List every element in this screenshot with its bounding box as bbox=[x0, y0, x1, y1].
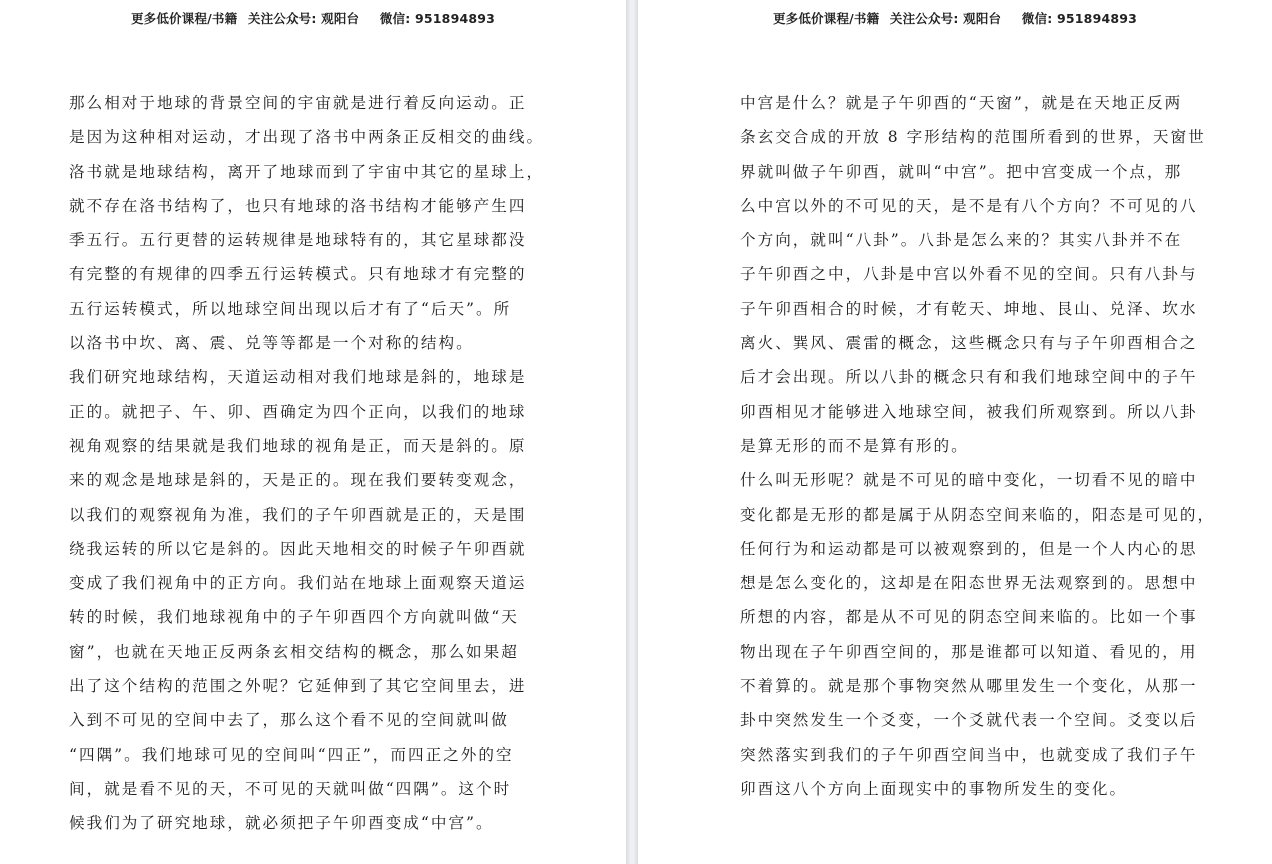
text-line: 就不存在洛书结构了，也只有地球的洛书结构才能够产生四 bbox=[69, 196, 527, 215]
text-line: 窗”，也就在天地正反两条玄相交结构的概念，那么如果超 bbox=[69, 642, 519, 661]
text-line: 来的观念是地球是斜的，天是正的。现在我们要转变观念， bbox=[69, 471, 527, 490]
header-account: 观阳台 bbox=[321, 11, 360, 26]
text-line: 什么叫无形呢？就是不可见的暗中变化，一切看不见的暗中 bbox=[740, 471, 1198, 490]
header-promo: 更多低价课程/书籍 bbox=[130, 11, 238, 26]
text-line: “四隅”。我们地球可见的空间叫“四正”，而四正之外的空 bbox=[69, 745, 514, 764]
page-header bbox=[0, 9, 626, 27]
text-line: 条玄交合成的开放 8 字形结构的范围所看到的世界，天窗世 bbox=[740, 128, 1206, 147]
text-line: 不着算的。就是那个事物突然从哪里发生一个变化，从那一 bbox=[740, 677, 1198, 696]
text-line: 中宫是什么？就是子午卯酉的“天窗”，就是在天地正反两 bbox=[740, 94, 1183, 112]
text-line: 以洛书中坎、离、震、兑等等都是一个对称的结构。 bbox=[69, 334, 474, 353]
text-line: 想是怎么变化的，这却是在阳态世界无法观察到的。思想中 bbox=[740, 574, 1198, 593]
page-text bbox=[69, 86, 545, 841]
page-left bbox=[0, 0, 626, 864]
text-line: 变化都是无形的都是属于从阴态空间来临的，阳态是可见的， bbox=[740, 505, 1216, 524]
text-line: 所想的内容，都是从不可见的阴态空间来临的。比如一个事 bbox=[740, 608, 1198, 627]
text-line: 是因为这种相对运动，才出现了洛书中两条正反相交的曲线。 bbox=[69, 128, 545, 147]
header-promo: 更多低价课程/书籍 bbox=[772, 11, 880, 26]
text-line: 五行运转模式，所以地球空间出现以后才有了“后天”。所 bbox=[69, 299, 512, 318]
text-line: 卦中突然发生一个爻变，一个爻就代表一个空间。爻变以后 bbox=[740, 711, 1198, 730]
text-line: 视角观察的结果就是我们地球的视角是正，而天是斜的。原 bbox=[69, 436, 527, 455]
text-line: 卯酉相见才能够进入地球空间，被我们所观察到。所以八卦 bbox=[740, 402, 1198, 421]
text-line: 候我们为了研究地球，就必须把子午卯酉变成“中宫”。 bbox=[69, 814, 494, 833]
text-line: 子午卯酉之中，八卦是中宫以外看不见的空间。只有八卦与 bbox=[740, 265, 1198, 284]
text-line: 离火、巽风、震雷的概念，这些概念只有与子午卯酉相合之 bbox=[740, 334, 1198, 353]
header-wechat-id: 951894893 bbox=[1056, 11, 1138, 26]
text-line: 卯酉这八个方向上面现实中的事物所发生的变化。 bbox=[740, 779, 1128, 798]
text-line: 任何行为和运动都是可以被观察到的，但是一个人内心的思 bbox=[740, 539, 1198, 558]
text-line: 变成了我们视角中的正方向。我们站在地球上面观察天道运 bbox=[69, 574, 527, 593]
text-line: 间，就是看不见的天，不可见的天就叫做“四隅”。这个时 bbox=[69, 779, 512, 798]
header-wechat-label: 微信: bbox=[1021, 11, 1053, 26]
text-line: 正的。就把子、午、卯、酉确定为四个正向，以我们的地球 bbox=[69, 402, 527, 421]
text-line: 有完整的有规律的四季五行运转模式。只有地球才有完整的 bbox=[69, 265, 527, 284]
text-line: 子午卯酉相合的时候，才有乾天、坤地、艮山、兑泽、坎水 bbox=[740, 299, 1198, 318]
text-line: 物出现在子午卯酉空间的，那是谁都可以知道、看见的，用 bbox=[740, 642, 1198, 661]
text-line: 出了这个结构的范围之外呢？它延伸到了其它空间里去，进 bbox=[69, 677, 527, 696]
page-right bbox=[638, 0, 1272, 864]
text-line: 我们研究地球结构，天道运动相对我们地球是斜的，地球是 bbox=[69, 368, 527, 387]
text-line: 突然落实到我们的子午卯酉空间当中，也就变成了我们子午 bbox=[740, 745, 1198, 764]
text-line: 那么相对于地球的背景空间的宇宙就是进行着反向运动。正 bbox=[69, 94, 527, 112]
text-line: 转的时候，我们地球视角中的子午卯酉四个方向就叫做“天 bbox=[69, 608, 519, 627]
text-line: 入到不可见的空间中去了，那么这个看不见的空间就叫做 bbox=[69, 711, 509, 730]
header-wechat-id: 951894893 bbox=[414, 11, 496, 26]
header-follow-label: 关注公众号: bbox=[247, 11, 317, 26]
text-line: 绕我运转的所以它是斜的。因此天地相交的时候子午卯酉就 bbox=[69, 539, 527, 558]
page-divider bbox=[626, 0, 638, 864]
text-line: 么中宫以外的不可见的天，是不是有八个方向？不可见的八 bbox=[740, 196, 1198, 215]
text-line: 是算无形的而不是算有形的。 bbox=[740, 436, 969, 455]
text-line: 季五行。五行更替的运转规律是地球特有的，其它星球都没 bbox=[69, 231, 527, 250]
text-line: 洛书就是地球结构，离开了地球而到了宇宙中其它的星球上， bbox=[69, 162, 545, 181]
text-line: 个方向，就叫“八卦”。八卦是怎么来的？其实八卦并不在 bbox=[740, 231, 1183, 250]
header-account: 观阳台 bbox=[963, 11, 1002, 26]
text-line: 后才会出现。所以八卦的概念只有和我们地球空间中的子午 bbox=[740, 368, 1198, 387]
page-text bbox=[740, 86, 1216, 806]
header-wechat-label: 微信: bbox=[379, 11, 411, 26]
page-header bbox=[638, 9, 1272, 27]
text-line: 界就叫做子午卯酉，就叫“中宫”。把中宫变成一个点，那 bbox=[740, 162, 1183, 181]
text-line: 以我们的观察视角为准，我们的子午卯酉就是正的，天是围 bbox=[69, 505, 527, 524]
header-follow-label: 关注公众号: bbox=[889, 11, 959, 26]
